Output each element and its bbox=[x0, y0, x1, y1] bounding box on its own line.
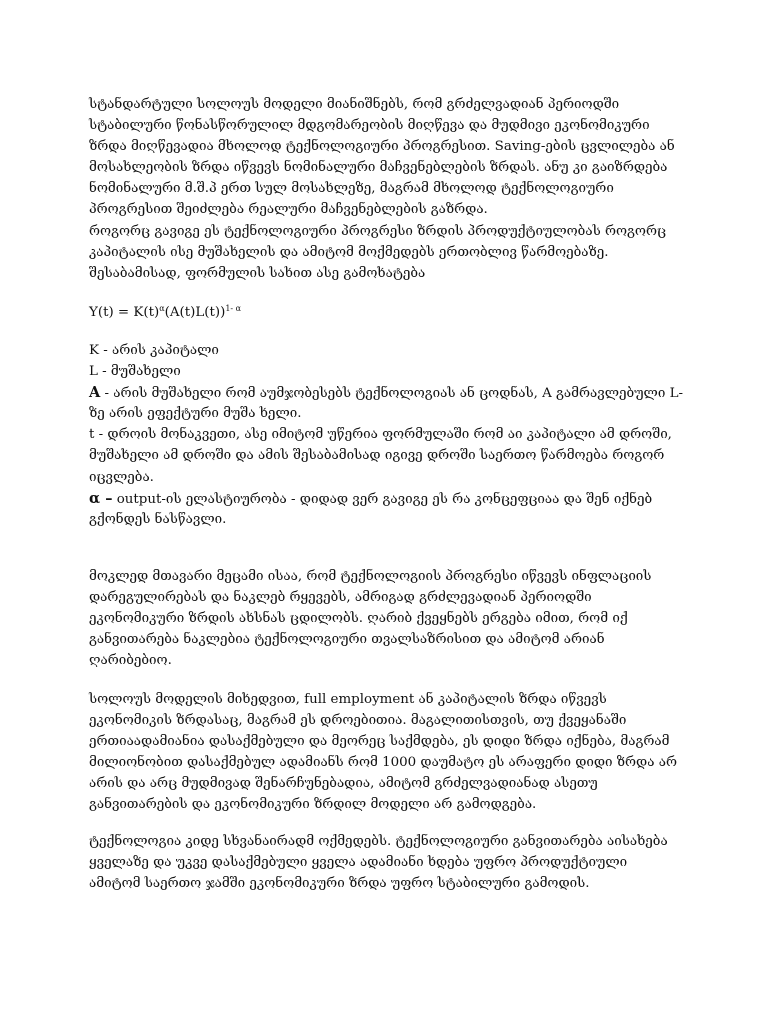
text-line: გქონდეს ნასწავლი. bbox=[89, 511, 227, 527]
term-alpha: α – bbox=[89, 489, 113, 507]
text-line: ზე არის ეფექტური მუშა ხელი. bbox=[89, 406, 302, 422]
term-a: A bbox=[89, 384, 101, 402]
formula-exponent-one-minus-alpha: 1- α bbox=[225, 304, 242, 313]
intro-paragraph bbox=[89, 94, 689, 284]
definition-a bbox=[89, 382, 689, 403]
text-line: ზრდა მიღწევადია მხოლოდ ტექნოლოგიური პროგრესით. Saving-ების ცვლილება ან bbox=[89, 139, 675, 155]
formula-exponent-alpha: α bbox=[159, 304, 165, 313]
text-line: შესაბამისად, ფორმულის სახით ასე გამოხატება bbox=[89, 265, 426, 281]
text-line: ნომინალური მ.შ.პ ერთ სულ მოსახლეზე, მაგრამ მხოლოდ ტექნოლოგიური bbox=[89, 181, 614, 197]
text-line: კაპიტალის ისე მუშახელის და ამიტომ მოქმედებს ერთობლივ წარმოებაზე. bbox=[89, 244, 609, 260]
text-line: როგორც გავიგე ეს ტექნოლოგიური პროგრესი ზრდის პროდუქტიულობას როგორც bbox=[89, 223, 667, 239]
text-line: განვითარება ნაკლებია ტექნოლოგიური თვალსაზრისით და ამიტომ არიან bbox=[89, 632, 605, 648]
definition-l: L - მუშახელი bbox=[89, 364, 181, 380]
definition-alpha bbox=[89, 488, 689, 509]
text-line: იცვლება. bbox=[89, 469, 154, 485]
text-line: ღარიბებიო. bbox=[89, 653, 172, 669]
definitions-list bbox=[89, 340, 689, 530]
text-line: ყველაზე და უკვე დასაქმებული ყველა ადამიანი ხდება უფრო პროდუქტიული bbox=[89, 855, 628, 871]
text-line: სტაბილური წონასწორულილ მდგომარეობის მიღწევა და მუდმივი ეკონომიკური bbox=[89, 118, 650, 134]
text-line: ერთიაადამიანია დასაქმებული და მეორეც საქმდება, ეს დიდი ზრდა იქნება, მაგრამ bbox=[89, 734, 670, 750]
text-line: ეკონომიკის ზრდასაც, მაგრამ ეს დროებითია. მაგალითისთვის, თუ ქვეყანაში bbox=[89, 713, 627, 729]
text-line: მოსახლეობის ზრდა იწვევს ნომინალური მაჩვენებლების ზრდას. ანუ კი გაიზრდება bbox=[89, 160, 668, 176]
text-line: სოლოუს მოდელის მიხედვით, full employment ან კაპიტალის ზრდა იწვევს bbox=[89, 692, 607, 707]
technology-effect-paragraph bbox=[89, 831, 689, 894]
production-formula bbox=[89, 298, 689, 323]
text-line: დარეგულირებას და ნაკლებ რყევებს, ამრიგად გრძლევადიან პერიოდში bbox=[89, 590, 592, 606]
text-line: ამიტომ საერთო ჯამში ეკონომიკური ზრდა უფრო სტაბილური გამოდის. bbox=[89, 876, 590, 892]
text-line: სტანდარტული სოლოუს მოდელი მიანიშნებს, რომ გრძელვადიან პერიოდში bbox=[89, 97, 620, 112]
text-line: მილიონობით დასაქმებულ ადამიანს რომ 1000 დაუმატო ეს არაფერი დიდი ზრდა არ bbox=[89, 755, 677, 771]
text-line: პროგრესით შეიძლება რეალური მაჩვენებლების გაზრდა. bbox=[89, 202, 488, 218]
definition-k: K - არის კაპიტალი bbox=[89, 343, 219, 358]
text-line: მუშახელი ამ დროში და ამის შესაბამისად იგივე დროში საერთო წარმოება როგორ bbox=[89, 448, 665, 464]
technology-inflation-paragraph bbox=[89, 566, 689, 671]
text-line: ეკონომიკური ზრდის ახსნას ცდილობს. ღარიბ ქვეყნებს ერგება იმით, რომ იქ bbox=[89, 611, 628, 627]
definition-t: t - დროის მონაკვეთი, ასე იმიტომ უწერია ფორმულაში რომ აი კაპიტალი ამ დროში, bbox=[89, 427, 672, 443]
definition-a-text: - არის მუშახელი რომ აუმჯობესებს ტექნოლოგიას ან ცოდნას, A გამრავლებული L- bbox=[100, 386, 683, 402]
employment-growth-paragraph bbox=[89, 689, 689, 816]
text-line: არის და არც მუდმივად შენარჩუნებადია, ამიტომ გრძელვადიანად ასეთუ bbox=[89, 776, 598, 792]
formula-part-capital: Y(t) = K(t) bbox=[89, 305, 160, 320]
text-line: ტექნოლოგია კიდე სხვანაირადმ ოქმედებს. ტექნოლოგიური განვითარება აისახება bbox=[89, 834, 668, 849]
definition-alpha-text: output-ის ელასტიურობა - დიდად ვერ გავიგე ეს რა კონცეფციაა და შენ იქნებ bbox=[112, 491, 653, 507]
formula-part-labor: (A(t)L(t)) bbox=[164, 305, 226, 320]
text-line: მოკლედ მთავარი მეცამი ისაა, რომ ტექნოლოგიის პროგრესი იწვევს ინფლაციის bbox=[89, 569, 652, 584]
text-line: განვითარების და ეკონომიკური ზრდილ მოდელი არ გამოდგება. bbox=[89, 797, 537, 813]
